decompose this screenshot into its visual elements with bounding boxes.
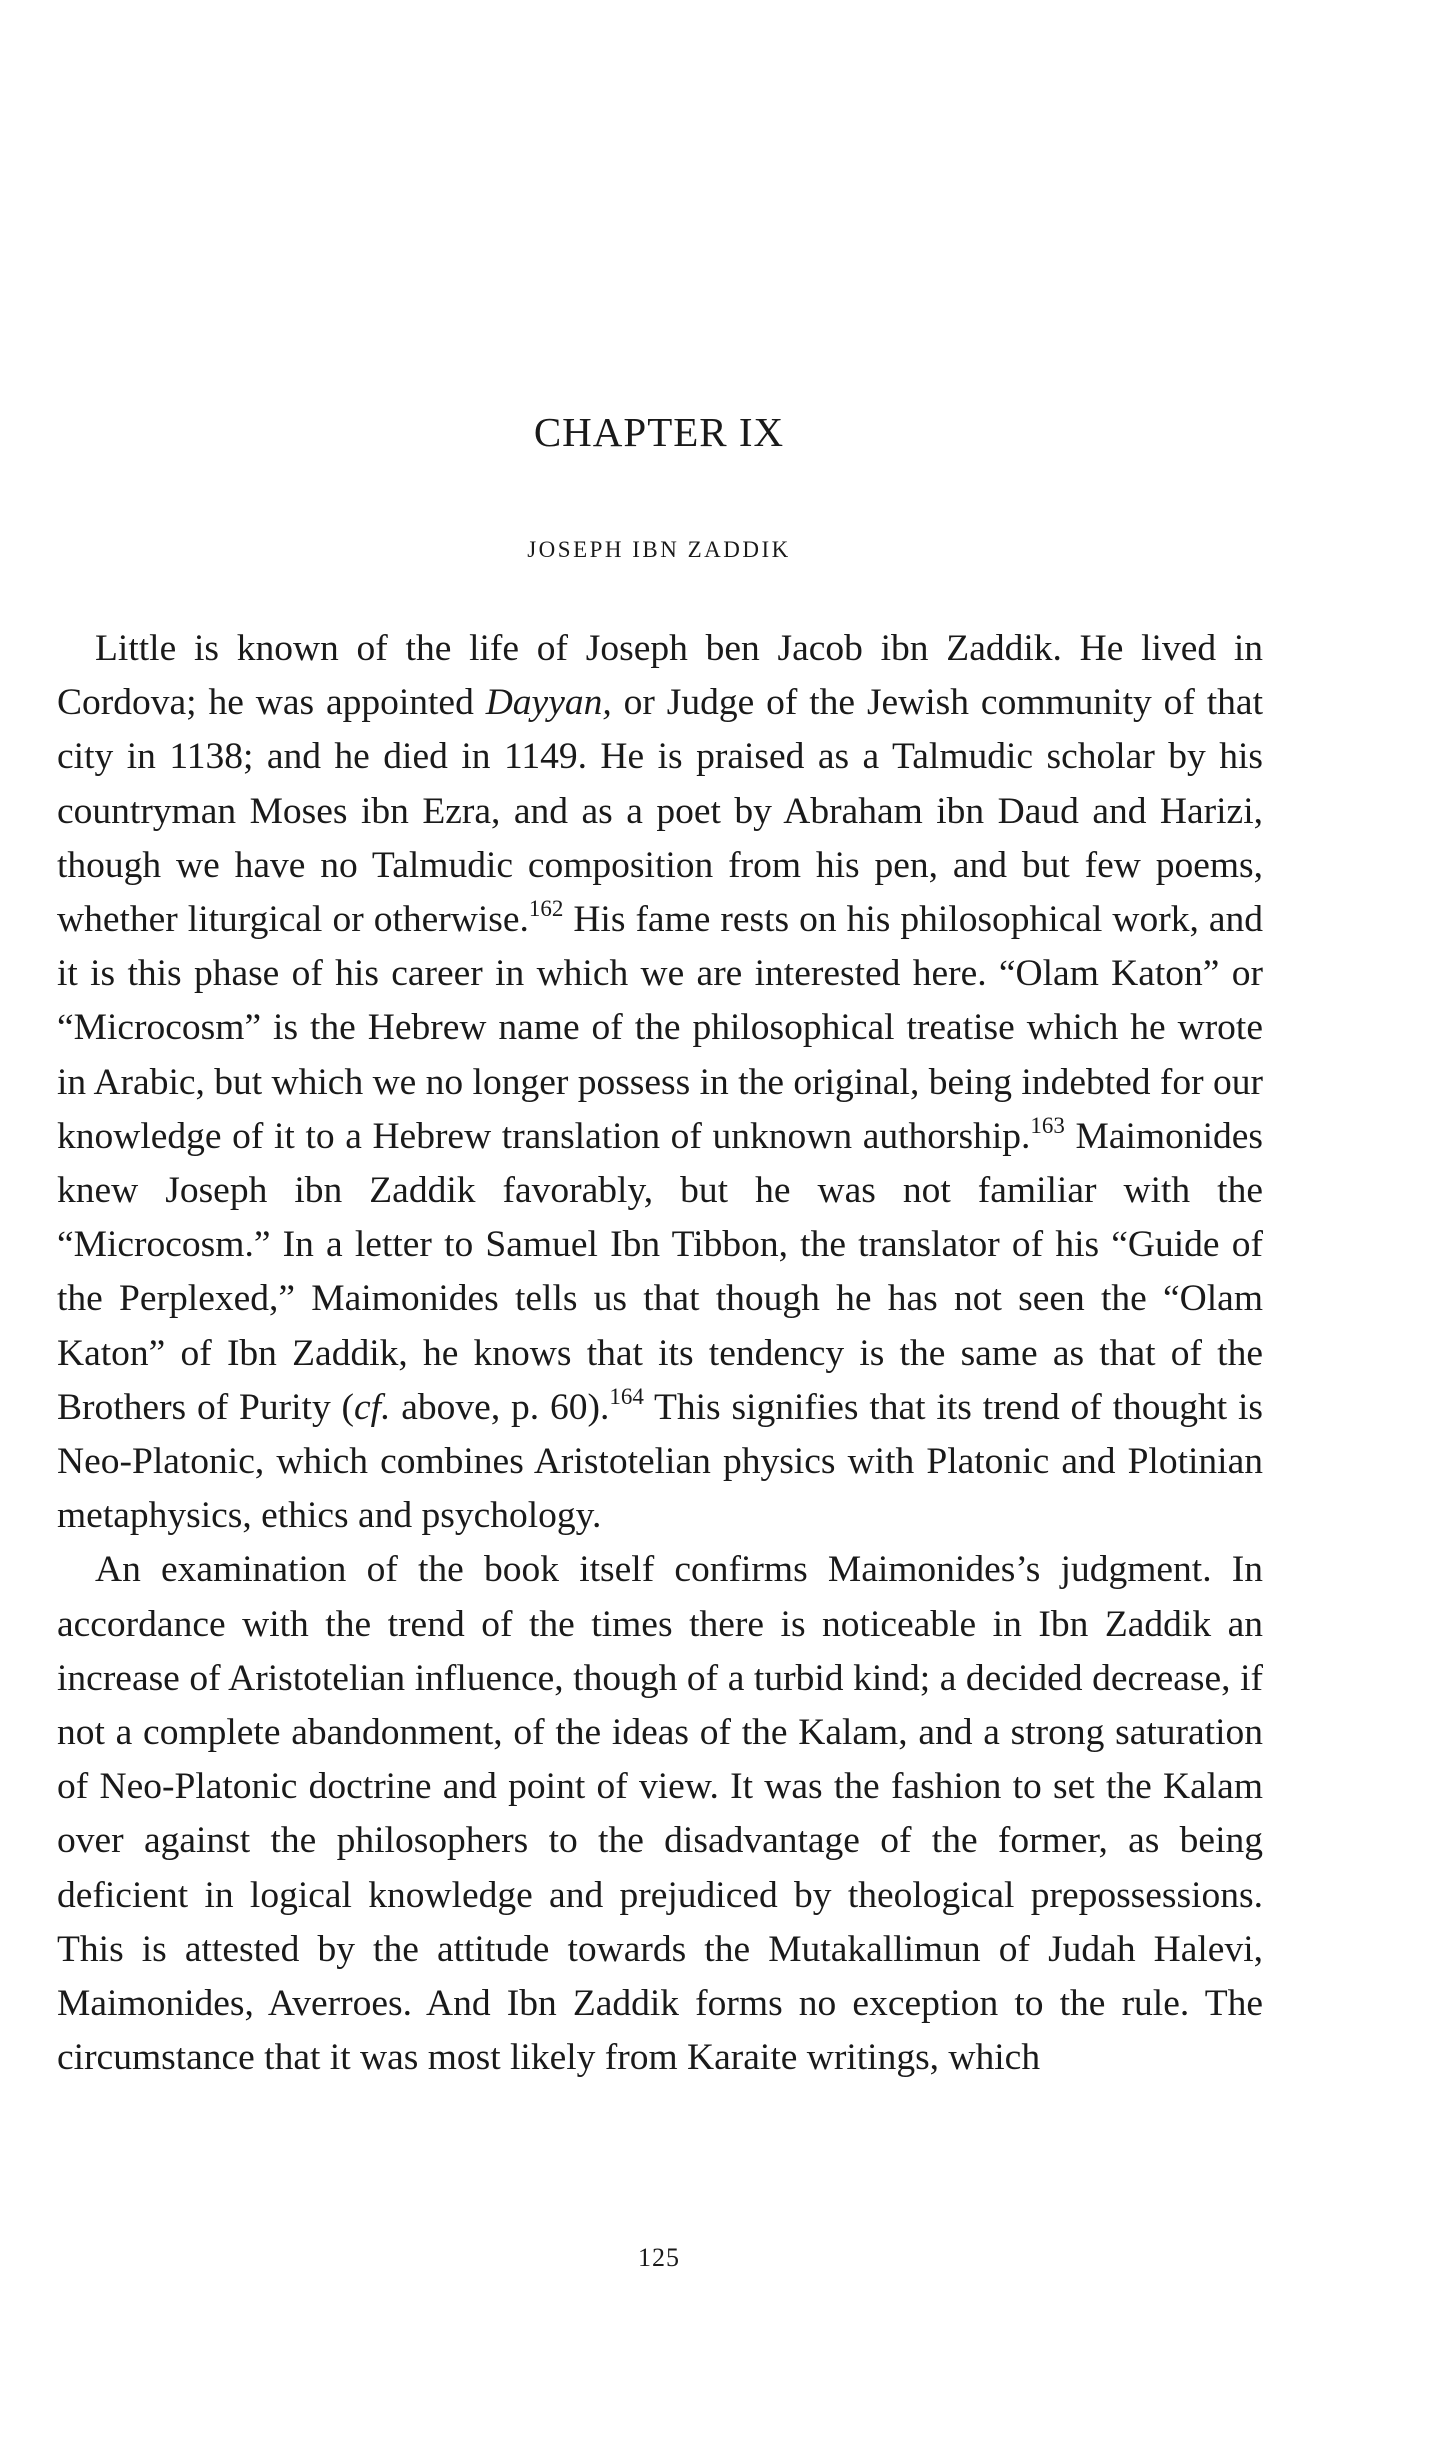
footnote-ref-162: 162 <box>528 896 564 922</box>
footnote-ref-163: 163 <box>1030 1112 1065 1138</box>
text-segment: above, p. 60). <box>390 1386 610 1428</box>
text-segment: Little is known of the life of Joseph ben Jacob ibn Zaddik. He lived in Cordova; he was appointed <box>57 628 1263 724</box>
italic-abbrev-cf: cf. <box>354 1386 391 1428</box>
paragraph <box>57 622 1263 1543</box>
text-segment: An examination of the book itself confirms Maimonides’s judgment. In accordance with the trend of the times there is noticeable in Ibn Zaddik an increase of Aristotelian influence, though of a turbid kind; a decided decrease, if not a complete abandonment, of the ideas of the Kalam, and a strong saturation of Neo-Platonic doctrine and point of view. It was the fashion to set the Kalam over against the philosophers to the disadvantage of the former, as being deficient in logical knowledge and prejudiced by theological prepossessions. This is attested by the attitude towards the Mutakallimun of Judah Halevi, Maimonides, Averroes. And Ibn Zaddik forms no exception to the rule. The circumstance that it was most likely from Karaite writings, which <box>57 1549 1263 2079</box>
text-segment: or Judge of the Jewish community of that city in 1138; and he died in 1149. He is praised as a Talmudic scholar by his countryman Moses ibn Ezra, and as a poet by Abraham ibn Daud and Harizi, though we have no Talmudic composition from his pen, and but few poems, whether liturgical or otherwise. <box>57 682 1263 941</box>
text-segment: His fame rests on his philosophical work, and it is this phase of his career in which we are interested here. “Olam Katon” or “Microcosm” is the Hebrew name of the philosophical treatise which he wrote in Arabic, but which we no longer possess in the original, being indebted for our knowledge of it to a Hebrew translation of unknown authorship. <box>57 899 1264 1157</box>
footnote-ref-164: 164 <box>609 1383 644 1409</box>
text-segment: Maimonides knew Joseph ibn Zaddik favorably, but he was not familiar with the “Microcosm.” In a letter to Samuel Ibn Tibbon, the translator of his “Guide of the Perplexed,” Maimonides tells us that though he has not seen the “Olam Katon” of Ibn Zaddik, he knows that its tendency is the same as that of the Brothers of Purity ( <box>57 1115 1263 1428</box>
chapter-subtitle: JOSEPH IBN ZADDIK <box>527 537 791 562</box>
body-text <box>57 622 1263 2085</box>
page-number: 125 <box>638 2243 680 2272</box>
italic-term-dayyan: Dayyan, <box>485 682 612 724</box>
text-segment: This signifies that its trend of thought is Neo-Platonic, which combines Aristotelian physics with Platonic and Plotinian metaphysics, ethics and psychology. <box>57 1386 1263 1537</box>
chapter-title: CHAPTER IX <box>533 409 785 455</box>
paragraph <box>57 1543 1263 2085</box>
